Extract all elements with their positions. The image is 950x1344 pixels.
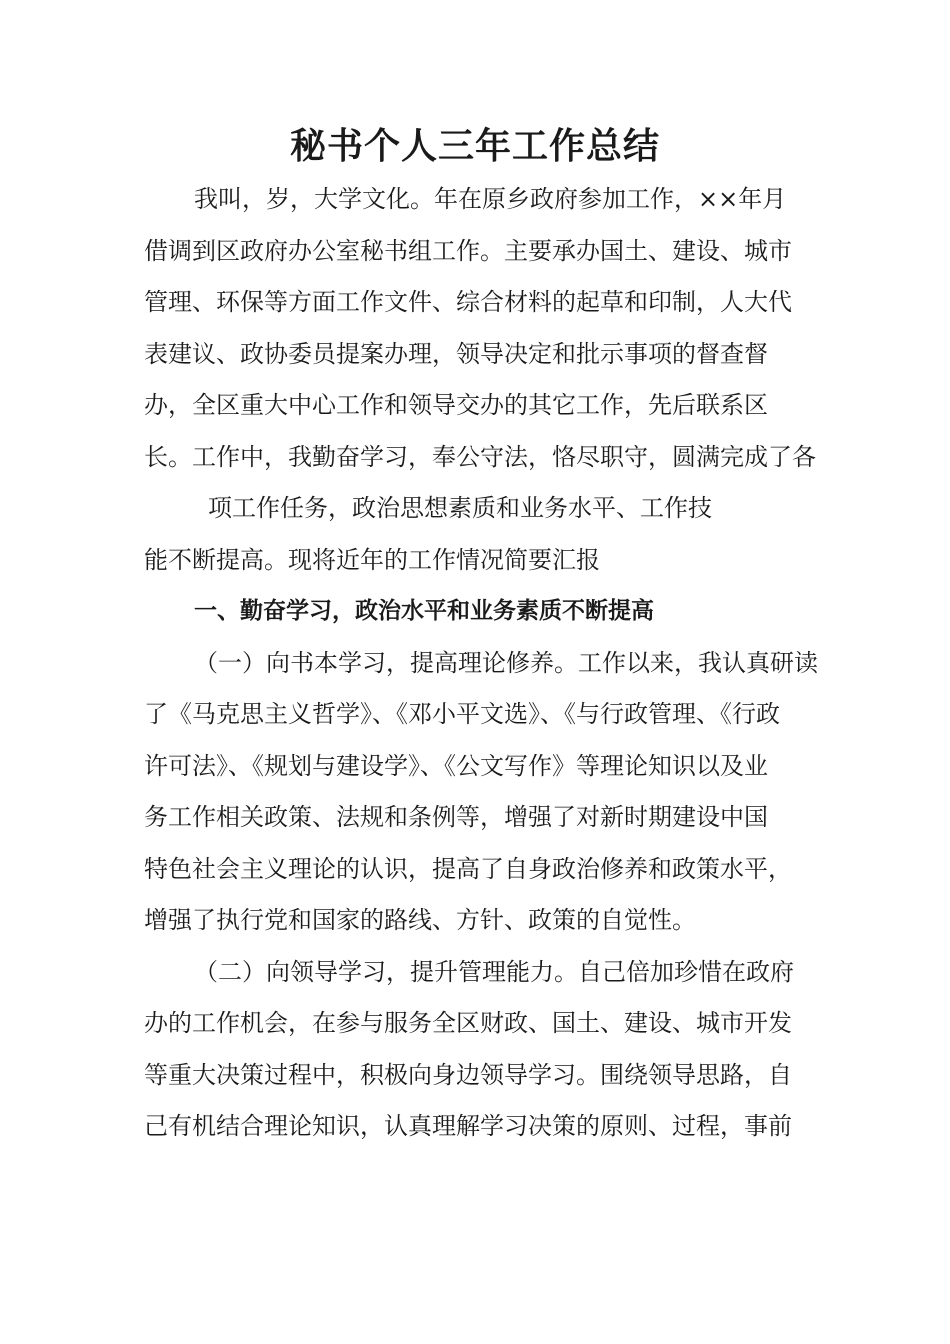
paragraph-line: （二）向领导学习，提升管理能力。自己倍加珍惜在政府 [194,957,794,986]
paragraph-line: 表建议、政协委员提案办理，领导决定和批示事项的督查督 [144,339,768,368]
paragraph-line: （一）向书本学习，提高理论修养。工作以来，我认真研读 [194,648,818,677]
section-heading: 一、勤奋学习，政治水平和业务素质不断提高 [194,598,654,624]
paragraph-line: 等重大决策过程中，积极向身边领导学习。围绕领导思路，自 [144,1060,792,1089]
paragraph-line: 借调到区政府办公室秘书组工作。主要承办国土、建设、城市 [144,236,792,265]
paragraph-line: 务工作相关政策、法规和条例等，增强了对新时期建设中国 [144,803,768,831]
paragraph-line: 我叫，岁，大学文化。年在原乡政府参加工作，××年月 [194,185,787,213]
paragraph-line: 项工作任务，政治思想素质和业务水平、工作技 [208,494,712,522]
paragraph-line: 增强了执行党和国家的路线、方针、政策的自觉性。 [144,906,696,934]
paragraph-line: 办，全区重大中心工作和领导交办的其它工作，先后联系区 [144,391,768,419]
paragraph-line: 己有机结合理论知识，认真理解学习决策的原则、过程，事前 [144,1112,792,1140]
paragraph-line: 了《马克思主义哲学》、《邓小平文选》、《与行政管理、《行政 [144,700,780,728]
paragraph-line: 能不断提高。现将近年的工作情况简要汇报 [144,545,600,574]
paragraph-line: 许可法》、《规划与建设学》、《公文写作》等理论知识以及业 [144,751,768,780]
paragraph-line: 办的工作机会，在参与服务全区财政、国土、建设、城市开发 [144,1009,792,1037]
paragraph-line: 长。工作中，我勤奋学习，奉公守法，恪尽职守，圆满完成了各 [144,442,816,471]
document-body [144,174,816,1153]
paragraph-line: 管理、环保等方面工作文件、综合材料的起草和印制，人大代 [144,288,792,316]
document-title: 秘书个人三年工作总结 [289,125,660,167]
paragraph-line: 特色社会主义理论的认识，提高了自身政治修养和政策水平， [144,854,792,883]
